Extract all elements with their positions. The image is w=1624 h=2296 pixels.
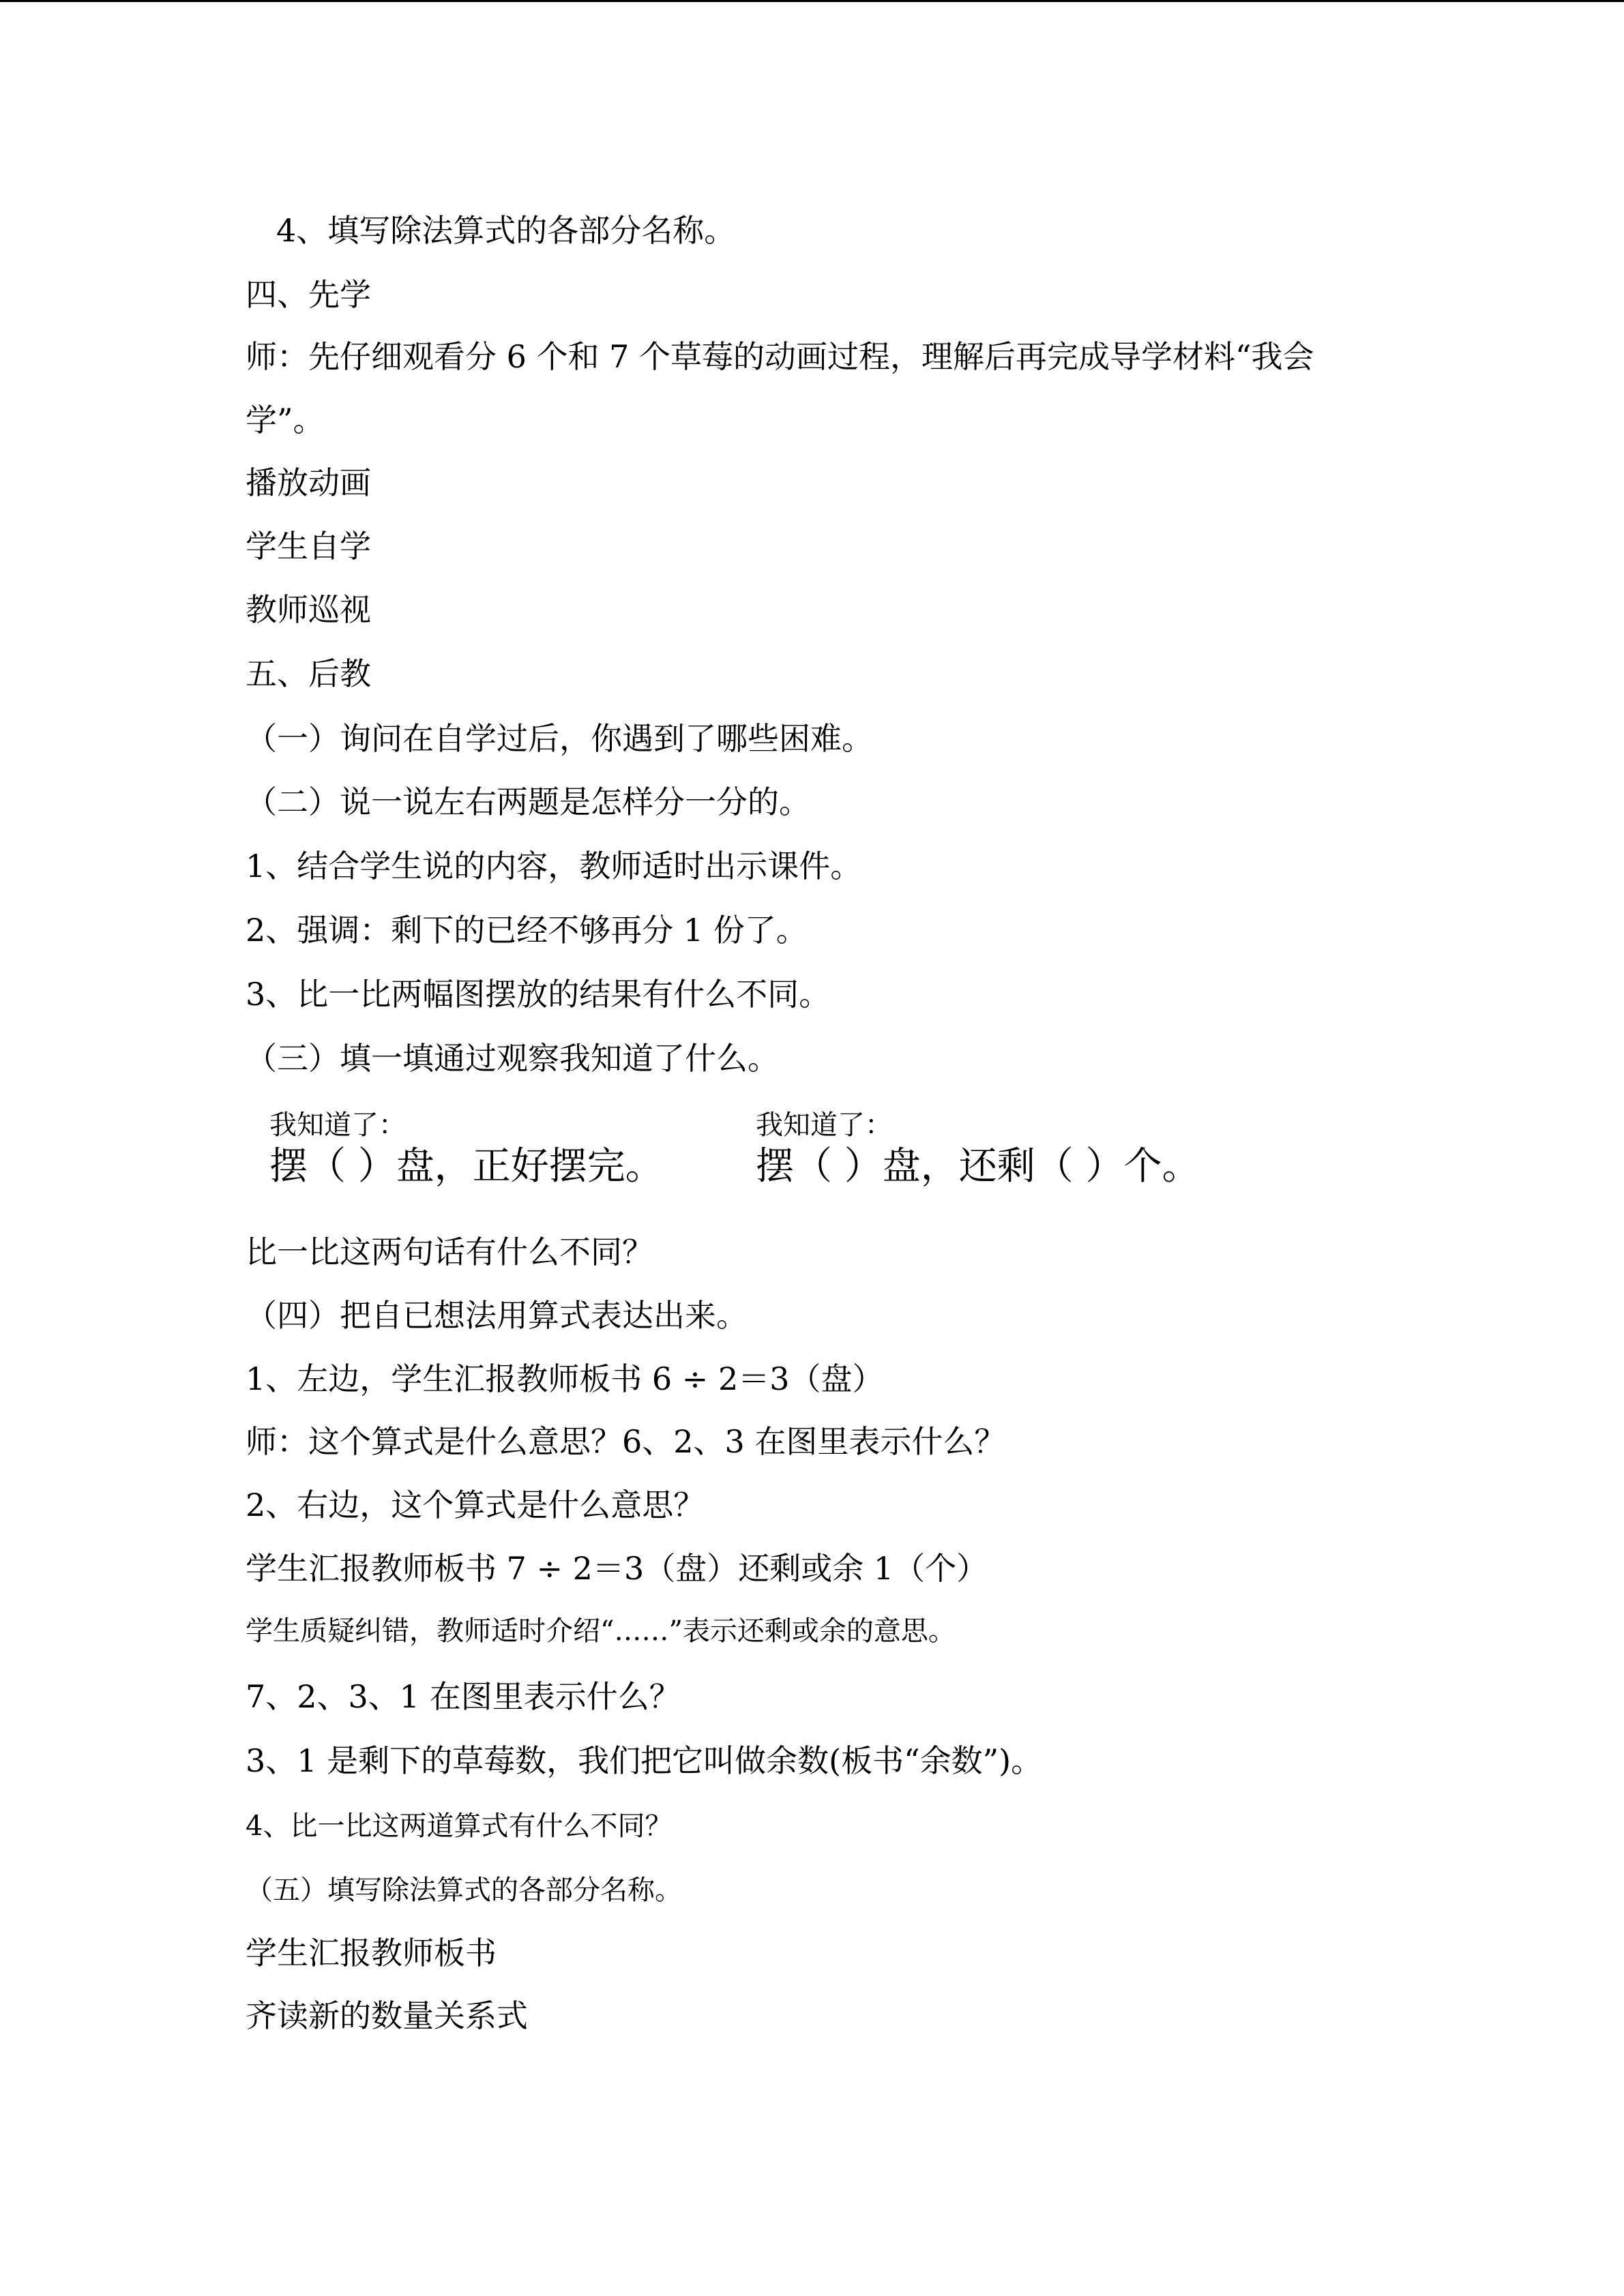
paragraph-line-17: 1、左边，学生汇报教师板书 6 ÷ 2＝3（盘） [246, 1360, 884, 1397]
paragraph-line-14: （三）填一填通过观察我知道了什么。 [246, 1040, 779, 1077]
paragraph-line-12: 2、强调：剩下的已经不够再分 1 份了。 [246, 912, 808, 949]
paragraph-line-16: （四）把自已想法用算式表达出来。 [246, 1297, 748, 1334]
paragraph-line-18: 师：这个算式是什么意思？6、2、3 在图里表示什么？ [246, 1423, 1006, 1460]
section-heading-xianxue: 四、先学 [246, 276, 371, 313]
section-heading-houjiao: 五、后教 [246, 655, 371, 692]
paragraph-line-6: 学生自学 [246, 528, 371, 565]
left-fill-box-caption: 我知道了： [269, 1109, 406, 1141]
paragraph-line-26: 学生汇报教师板书 [246, 1935, 497, 1971]
page-top-border [0, 0, 1624, 2]
paragraph-line-21: 学生质疑纠错，教师适时介绍“……”表示还剩或余的意思。 [246, 1615, 956, 1647]
paragraph-line-13: 3、比一比两幅图摆放的结果有什么不同。 [246, 976, 831, 1013]
left-fill-box-text: 摆（ ）盘，正好摆完。 [269, 1144, 664, 1189]
paragraph-line-24: 4、比一比这两道算式有什么不同？ [246, 1810, 673, 1842]
paragraph-line-11: 1、结合学生说的内容，教师适时出示课件。 [246, 848, 862, 884]
paragraph-line-27: 齐读新的数量关系式 [246, 1997, 528, 2034]
paragraph-line-15: 比一比这两句话有什么不同？ [246, 1234, 653, 1270]
paragraph-line-1: 4、填写除法算式的各部分名称。 [276, 212, 736, 249]
paragraph-line-5: 播放动画 [246, 464, 371, 501]
paragraph-line-10: （二）说一说左右两题是怎样分一分的。 [246, 784, 810, 820]
paragraph-line-9: （一）询问在自学过后，你遇到了哪些困难。 [246, 720, 873, 757]
right-fill-box-caption: 我知道了： [756, 1109, 892, 1141]
paragraph-line-19: 2、右边，这个算式是什么意思？ [246, 1487, 705, 1523]
paragraph-line-22: 7、2、3、1 在图里表示什么？ [246, 1678, 681, 1715]
paragraph-line-3: 师：先仔细观看分 6 个和 7 个草莓的动画过程，理解后再完成导学材料“我会 [246, 338, 1314, 375]
paragraph-line-4: 学”。 [246, 402, 325, 438]
paragraph-line-7: 教师巡视 [246, 591, 371, 628]
right-fill-box-text: 摆（ ）盘，还剩（ ）个。 [756, 1144, 1200, 1189]
paragraph-line-25: （五）填写除法算式的各部分名称。 [246, 1875, 682, 1906]
paragraph-line-20: 学生汇报教师板书 7 ÷ 2＝3（盘）还剩或余 1（个） [246, 1550, 988, 1587]
paragraph-line-23: 3、1 是剩下的草莓数，我们把它叫做余数(板书“余数”)。 [246, 1742, 1043, 1779]
